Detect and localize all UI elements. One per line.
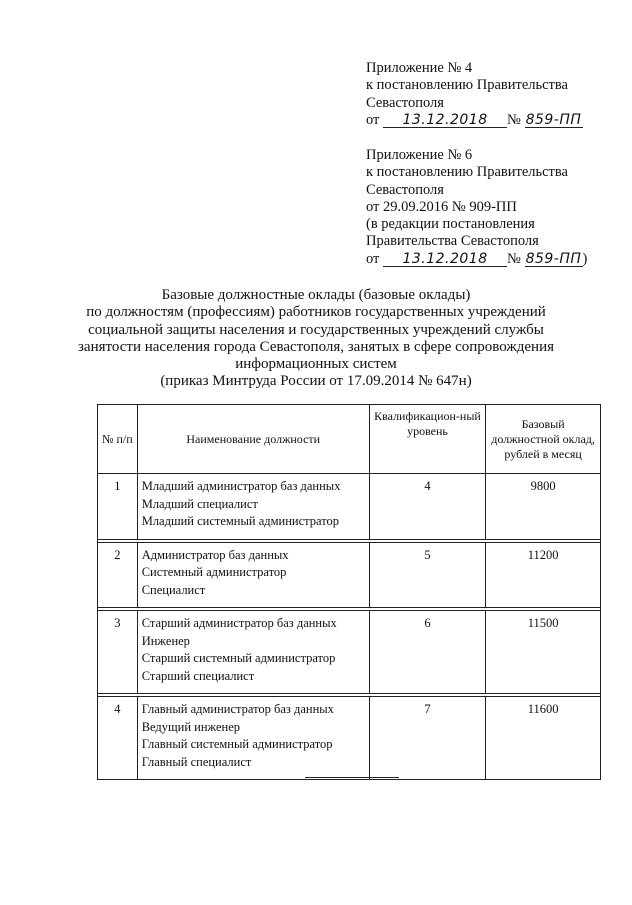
end-divider — [305, 777, 399, 778]
row-level: 6 — [369, 611, 485, 694]
handwritten-date: 13.12.2018 — [383, 252, 507, 267]
table-header-row — [98, 405, 601, 474]
title-line: информационных систем — [235, 356, 397, 373]
position-title: Младший системный администратор — [141, 514, 340, 528]
position-title: Ведущий инженер — [141, 719, 241, 734]
title-line: занятости населения города Севастополя, занятых в сфере сопровождения — [77, 338, 554, 355]
appendix-4-header — [366, 60, 626, 129]
row-salary: 9800 — [486, 474, 601, 540]
position-title: Главный специалист — [141, 754, 252, 769]
document-title — [30, 287, 602, 391]
position-title: Администратор баз данных — [141, 547, 289, 562]
position-title: Старший специалист — [141, 668, 255, 683]
row-number: 3 — [98, 611, 138, 694]
row-number: 4 — [98, 697, 138, 780]
salary-table — [97, 404, 601, 780]
row-salary: 11200 — [486, 542, 601, 608]
table-row — [98, 542, 601, 608]
appendix-6-line2: к постановлению Правительства — [366, 164, 568, 181]
row-salary: 11600 — [486, 697, 601, 780]
table-body — [98, 474, 601, 780]
closing-paren: ) — [582, 250, 588, 267]
appendix-6-header — [366, 147, 626, 268]
table-row — [98, 611, 601, 694]
number-prefix: № — [507, 111, 521, 128]
table-row — [98, 697, 601, 780]
position-title: Младший администратор баз данных — [141, 479, 341, 493]
appendix-6-title: Приложение № 6 — [366, 147, 473, 163]
position-title: Главный администратор баз данных — [141, 702, 334, 716]
row-positions — [137, 474, 369, 540]
position-title: Главный системный администратор — [141, 737, 333, 751]
title-line: по должностям (профессиям) работников государственных учреждений — [86, 304, 546, 321]
appendix-6-date-line — [366, 251, 626, 268]
position-title: Младший специалист — [141, 496, 258, 511]
header-level: Квалификацион-ный уровень — [369, 405, 485, 474]
appendix-6-line3: Севастополя — [366, 181, 444, 198]
title-line: Базовые должностные оклады (базовые оклады) — [161, 287, 471, 303]
row-positions — [137, 697, 369, 780]
row-number: 1 — [98, 474, 138, 540]
handwritten-number: 859-ПП — [525, 111, 582, 128]
appendix-4-line3: Севастополя — [366, 94, 444, 111]
position-title: Системный администратор — [141, 565, 287, 579]
appendix-6-line5: (в редакции постановления — [366, 216, 535, 233]
row-salary: 11500 — [486, 611, 601, 694]
row-positions — [137, 542, 369, 608]
appendix-4-title: Приложение № 4 — [366, 60, 473, 76]
title-line: социальной защиты населения и государственных учреждений службы — [88, 321, 544, 338]
handwritten-number: 859-ПП — [525, 250, 582, 267]
appendix-4-line2: к постановлению Правительства — [366, 77, 568, 94]
table-row — [98, 474, 601, 540]
row-positions — [137, 611, 369, 694]
row-level: 4 — [369, 474, 485, 540]
position-title: Специалист — [141, 582, 206, 597]
header-position: Наименование должности — [137, 405, 369, 474]
position-title: Старший администратор баз данных — [141, 616, 337, 630]
title-line: (приказ Минтруда России от 17.09.2014 № 647н) — [160, 373, 472, 390]
position-title: Старший системный администратор — [141, 651, 336, 665]
date-prefix: от — [366, 111, 380, 128]
number-prefix: № — [507, 250, 521, 267]
handwritten-date: 13.12.2018 — [383, 113, 507, 128]
appendix-4-date-line — [366, 112, 626, 129]
row-number: 2 — [98, 542, 138, 608]
date-prefix: от — [366, 250, 380, 267]
header-salary: Базовый должностной оклад, рублей в месяц — [486, 405, 601, 474]
appendix-6-line4: от 29.09.2016 № 909-ПП — [366, 198, 517, 215]
appendix-6-line6: Правительства Севастополя — [366, 233, 539, 250]
row-level: 5 — [369, 542, 485, 608]
header-number: № п/п — [98, 405, 138, 474]
row-level: 7 — [369, 697, 485, 780]
position-title: Инженер — [141, 633, 190, 648]
